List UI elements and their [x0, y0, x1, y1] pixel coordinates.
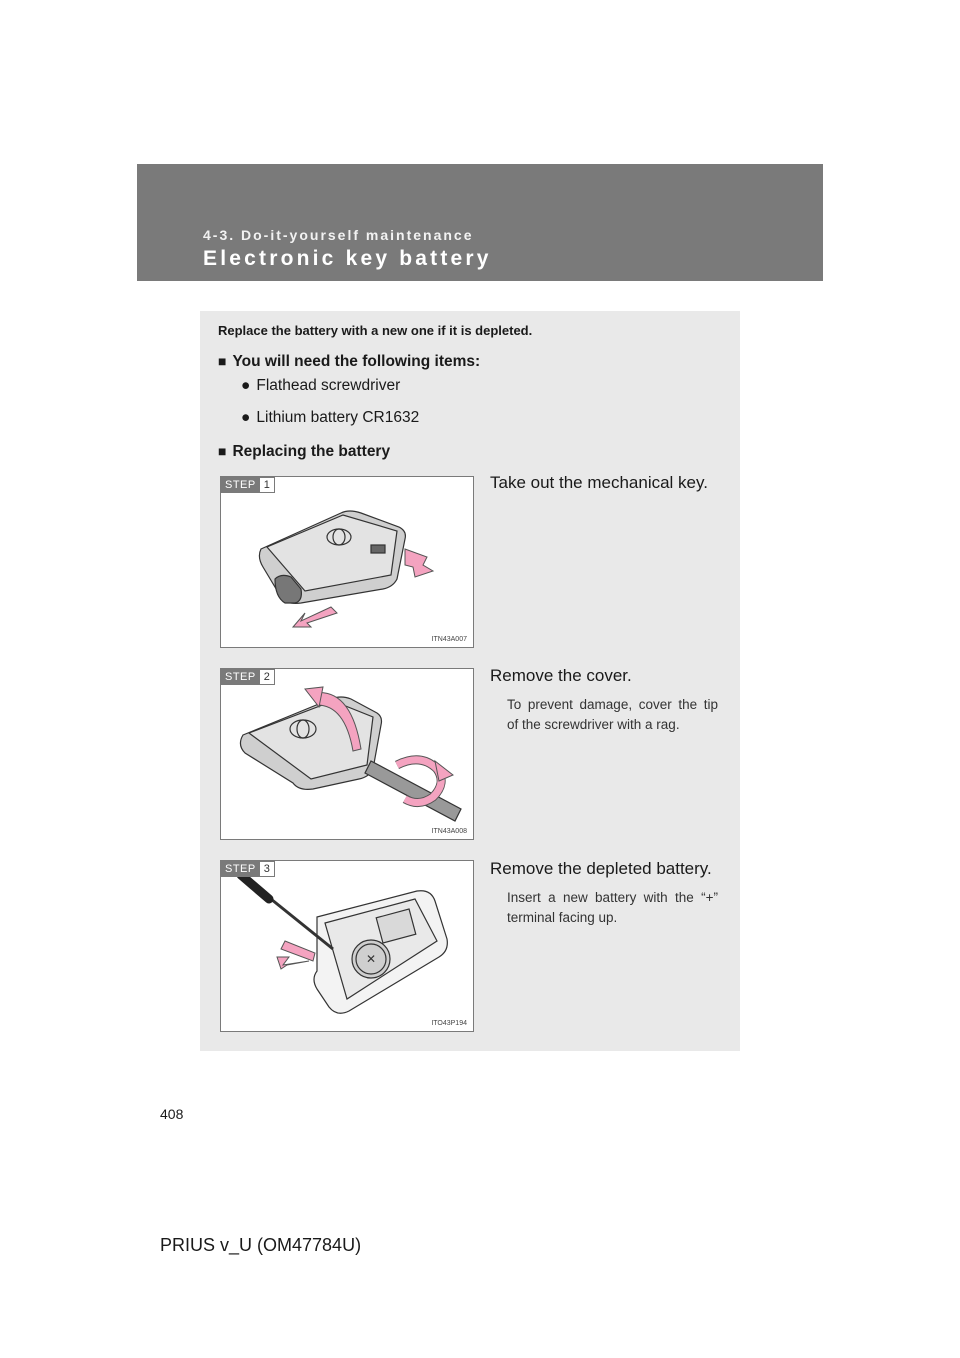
step-2-note: To prevent damage, cover the tip of the screwdriver with a rag. [507, 697, 718, 732]
page-number: 408 [160, 1106, 184, 1122]
step-3-title: Remove the depleted battery. [490, 859, 712, 878]
round-bullet-icon: ● [241, 377, 251, 394]
list-item [241, 377, 400, 395]
step-word: STEP [221, 669, 260, 685]
list-item-label: Flathead screwdriver [256, 377, 401, 394]
step-3-figure [220, 860, 474, 1032]
square-bullet-icon: ■ [218, 353, 227, 369]
replacing-heading-label: Replacing the battery [232, 443, 391, 460]
step-1-figure [220, 476, 474, 648]
round-bullet-icon: ● [241, 409, 251, 426]
footer-model: PRIUS v_U (OM47784U) [160, 1235, 362, 1255]
svg-text:✕: ✕ [365, 952, 377, 966]
square-bullet-icon: ■ [218, 443, 227, 459]
step-word: STEP [221, 477, 260, 493]
section-header [137, 164, 823, 281]
step-badge [221, 669, 275, 685]
step-number: 3 [260, 861, 275, 877]
figure-code: ITO43P194 [431, 1020, 467, 1027]
step-badge [221, 861, 275, 877]
key-fob-remove-battery-illustration [221, 861, 474, 1032]
step-number: 1 [260, 477, 275, 493]
content-panel [200, 311, 740, 1051]
page-title: Electronic key battery [203, 247, 492, 270]
section-label: 4-3. Do-it-yourself maintenance [203, 227, 474, 243]
step-badge [221, 477, 275, 493]
step-3-note: Insert a new battery with the “+” terminal facing up. [507, 890, 718, 925]
step-2-title: Remove the cover. [490, 666, 632, 685]
key-fob-remove-cover-illustration [221, 669, 474, 840]
list-item [241, 409, 419, 427]
figure-code: ITN43A008 [431, 828, 467, 835]
step-number: 2 [260, 669, 275, 685]
list-item-label: Lithium battery CR1632 [256, 409, 420, 426]
figure-code: ITN43A007 [431, 636, 467, 643]
step-word: STEP [221, 861, 260, 877]
items-heading [218, 353, 480, 371]
items-heading-label: You will need the following items: [232, 353, 481, 370]
intro-text: Replace the battery with a new one if it is depleted. [218, 323, 533, 338]
key-fob-remove-key-illustration [221, 477, 474, 648]
step-1-title: Take out the mechanical key. [490, 473, 708, 492]
step-2-figure [220, 668, 474, 840]
replacing-heading [218, 443, 390, 461]
